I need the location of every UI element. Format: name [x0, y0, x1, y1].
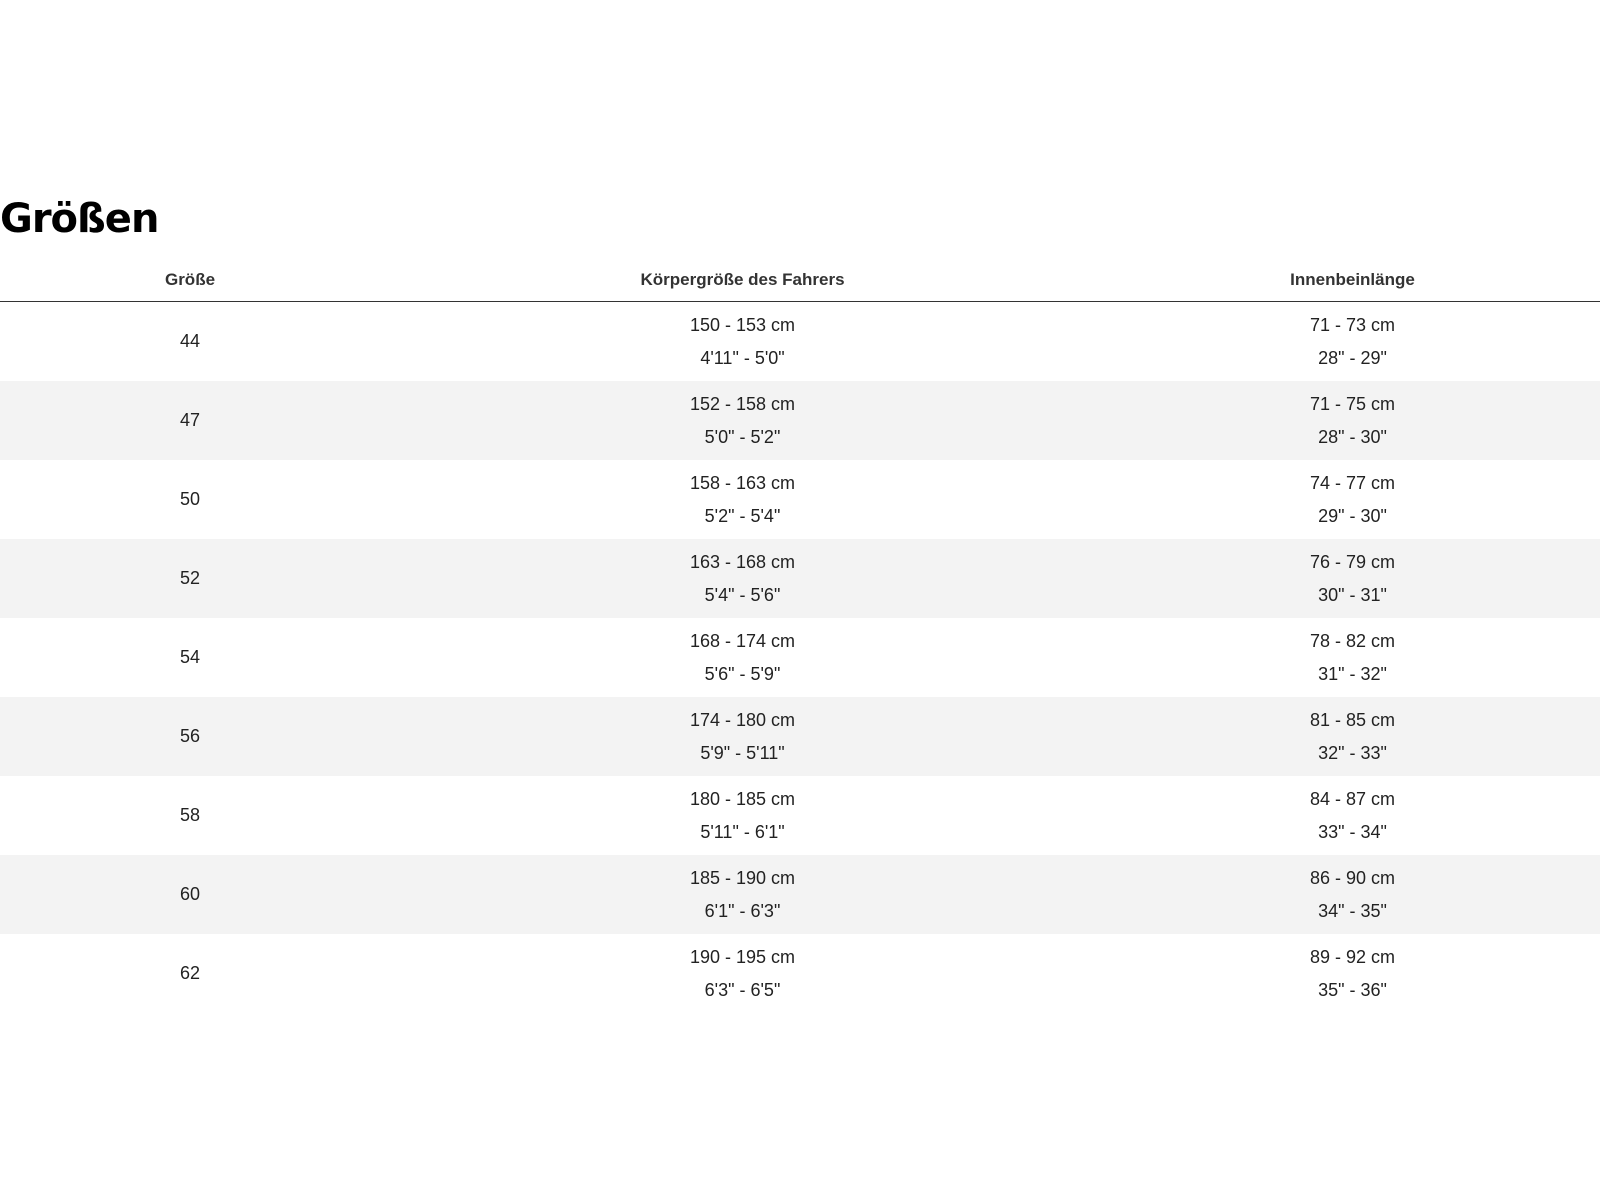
inseam-in: 33" - 34": [1318, 821, 1387, 842]
height-ft: 5'9" - 5'11": [700, 742, 785, 763]
inseam-in: 35" - 36": [1318, 979, 1387, 1000]
page-title: Größen: [0, 196, 159, 242]
inseam-cm: 81 - 85 cm: [1309, 709, 1396, 730]
rider-height-cell: [380, 460, 1105, 539]
size-cell: 50: [179, 489, 201, 509]
height-cm: 185 - 190 cm: [689, 867, 796, 888]
table-row: [0, 381, 1600, 460]
inseam-cell: [1105, 618, 1600, 697]
inseam-cell: [1105, 697, 1600, 776]
height-cm: 168 - 174 cm: [689, 630, 796, 651]
inseam-in: 28" - 29": [1318, 347, 1387, 368]
inseam-in: 30" - 31": [1318, 584, 1387, 605]
height-ft: 4'11" - 5'0": [700, 347, 785, 368]
inseam-in: 31" - 32": [1318, 663, 1387, 684]
table-row: [0, 460, 1600, 539]
rider-height-cell: [380, 934, 1105, 1013]
size-cell: 62: [179, 963, 201, 983]
inseam-cm: 71 - 73 cm: [1309, 314, 1396, 335]
inseam-cell: [1105, 776, 1600, 855]
inseam-cm: 74 - 77 cm: [1309, 472, 1396, 493]
rider-height-cell: [380, 381, 1105, 460]
height-ft: 5'0" - 5'2": [704, 426, 781, 447]
inseam-cell: [1105, 539, 1600, 618]
inseam-cm: 78 - 82 cm: [1309, 630, 1396, 651]
size-cell: 54: [179, 647, 201, 667]
rider-height-cell: [380, 539, 1105, 618]
inseam-cell: [1105, 934, 1600, 1013]
rider-height-cell: [380, 302, 1105, 382]
inseam-cm: 84 - 87 cm: [1309, 788, 1396, 809]
inseam-in: 32" - 33": [1318, 742, 1387, 763]
height-ft: 6'3" - 6'5": [704, 979, 781, 1000]
rider-height-cell: [380, 697, 1105, 776]
size-cell: 44: [179, 331, 201, 351]
rider-height-cell: [380, 776, 1105, 855]
height-cm: 174 - 180 cm: [689, 709, 796, 730]
inseam-in: 28" - 30": [1318, 426, 1387, 447]
height-cm: 180 - 185 cm: [689, 788, 796, 809]
size-cell: 60: [0, 855, 380, 934]
inseam-cell: [1105, 381, 1600, 460]
height-cm: 152 - 158 cm: [689, 393, 796, 414]
height-ft: 6'1" - 6'3": [704, 900, 781, 921]
rider-height-cell: [380, 855, 1105, 934]
height-cm: 150 - 153 cm: [689, 314, 796, 335]
inseam-cell: [1105, 460, 1600, 539]
inseam-cell: [1105, 855, 1600, 934]
height-ft: 5'11" - 6'1": [700, 821, 785, 842]
size-cell: 52: [0, 539, 380, 618]
table-row: [0, 855, 1600, 934]
inseam-cell: [1105, 302, 1600, 382]
inseam-cm: 86 - 90 cm: [1309, 867, 1396, 888]
height-cm: 190 - 195 cm: [689, 946, 796, 967]
height-cm: 163 - 168 cm: [689, 551, 796, 572]
column-header-size: Größe: [0, 258, 380, 302]
height-cm: 158 - 163 cm: [689, 472, 796, 493]
column-header-inseam: Innenbeinlänge: [1105, 258, 1600, 302]
size-cell: 47: [0, 381, 380, 460]
inseam-cm: 76 - 79 cm: [1309, 551, 1396, 572]
height-ft: 5'4" - 5'6": [704, 584, 781, 605]
table-row: [0, 539, 1600, 618]
inseam-cm: 89 - 92 cm: [1309, 946, 1396, 967]
inseam-in: 29" - 30": [1318, 505, 1387, 526]
table-header-row: [0, 258, 1600, 302]
size-cell: 58: [179, 805, 201, 825]
size-chart-table: [0, 258, 1600, 1013]
table-row: [0, 697, 1600, 776]
column-header-rider-height: Körpergröße des Fahrers: [380, 258, 1105, 302]
size-cell: 56: [0, 697, 380, 776]
height-ft: 5'6" - 5'9": [704, 663, 781, 684]
table-row: [0, 934, 1600, 1013]
table-row: [0, 776, 1600, 855]
height-ft: 5'2" - 5'4": [704, 505, 781, 526]
rider-height-cell: [380, 618, 1105, 697]
inseam-cm: 71 - 75 cm: [1309, 393, 1396, 414]
table-row: [0, 618, 1600, 697]
table-row: [0, 302, 1600, 382]
inseam-in: 34" - 35": [1318, 900, 1387, 921]
